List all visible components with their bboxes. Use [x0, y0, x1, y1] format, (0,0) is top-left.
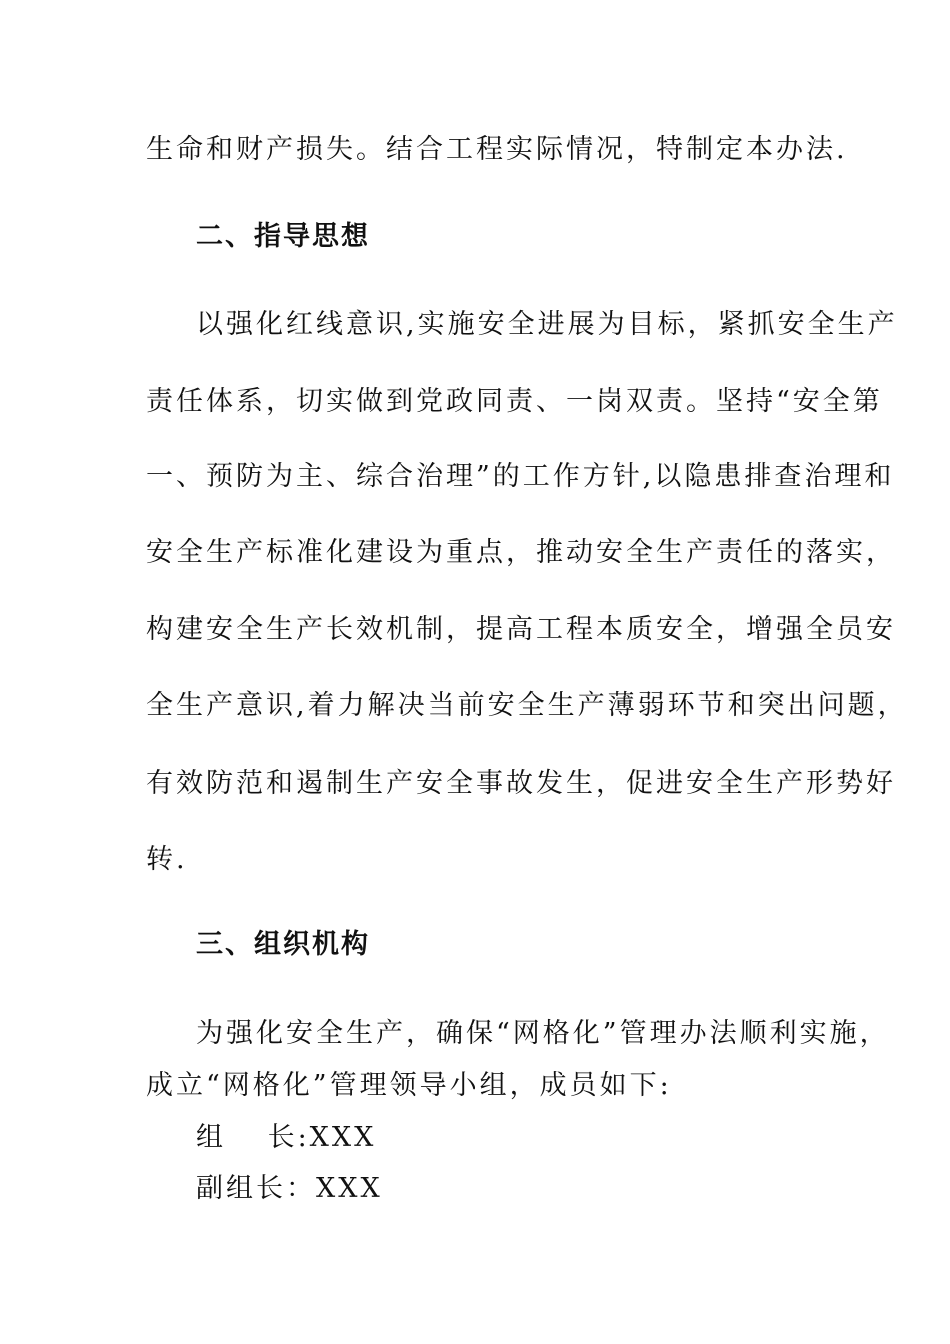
paragraph-line: 为强化安全生产，确保“网格化”管理办法顺利实施，: [196, 1018, 890, 1049]
group-leader-line: 组 长:XXX: [196, 1122, 377, 1153]
paragraph-line: 有效防范和遏制生产安全事故发生，促进安全生产形势好: [146, 768, 896, 799]
paragraph-line: 转.: [146, 844, 188, 875]
section-heading-guiding-ideology: 二、指导思想: [196, 221, 370, 252]
paragraph-line: 一、预防为主、综合治理”的工作方针,以隐患排查治理和: [146, 461, 895, 492]
paragraph-line: 构建安全生产长效机制，提高工程本质安全，增强全员安: [146, 614, 896, 645]
paragraph-line: 安全生产标准化建设为重点，推动安全生产责任的落实，: [146, 537, 896, 568]
section-heading-organization: 三、组织机构: [196, 929, 370, 960]
deputy-leader-line: 副组长：XXX: [196, 1173, 383, 1204]
paragraph-line: 成立“网格化”管理领导小组，成员如下:: [146, 1070, 672, 1101]
paragraph-line: 全生产意识,着力解决当前安全生产薄弱环节和突出问题，: [146, 690, 908, 721]
paragraph-line: 生命和财产损失。结合工程实际情况，特制定本办法.: [146, 134, 848, 165]
paragraph-line: 责任体系，切实做到党政同责、一岗双责。坚持“安全第: [146, 386, 883, 417]
paragraph-line: 以强化红线意识,实施安全进展为目标，紧抓安全生产: [196, 309, 898, 340]
